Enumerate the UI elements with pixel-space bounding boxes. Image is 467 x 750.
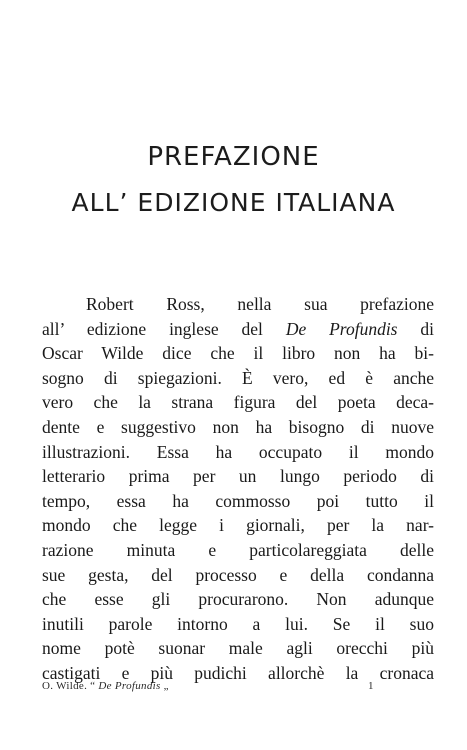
text-run: di (397, 318, 435, 339)
text-line: castigati e più pudichi allorchè la cronaca (42, 662, 434, 683)
text-line: dente e suggestivo non ha bisogno di nuove (42, 416, 434, 437)
preface-paragraph (42, 292, 434, 686)
text-line: razione minuta e particolareggiata delle (42, 539, 434, 560)
text-line: sogno di spiegazioni. È vero, ed è anche (42, 367, 434, 388)
text-line: che esse gli procurarono. Non adunque (42, 589, 434, 610)
text-line: illustrazioni. Essa ha occupato il mondo (42, 441, 434, 462)
text-line: sue gesta, del processo e della condanna (42, 564, 434, 585)
signature-line (42, 680, 169, 692)
text-line: Oscar Wilde dice che il libro non ha bi- (42, 343, 434, 364)
book-title-italic: De Profundis (285, 318, 398, 339)
signature-close: „ (160, 680, 169, 692)
text-run: all’ edizione inglese del (42, 318, 286, 339)
text-line: inutili parole intorno a lui. Se il suo (42, 613, 434, 634)
text-line (42, 317, 434, 342)
text-line: nome potè suonar male agli orecchi più (42, 638, 434, 659)
page-title-line-2: ALL’ EDIZIONE ITALIANA (71, 188, 396, 217)
text-line: vero che la strana figura del poeta deca- (42, 392, 434, 413)
text-line: Robert Ross, nella sua prefazione (86, 294, 434, 314)
text-line: tempo, essa ha commosso poi tutto il (42, 490, 434, 511)
sheet-mark: 1 (368, 680, 374, 692)
text-line: letterario prima per un lungo periodo di (42, 466, 434, 487)
signature-author: O. Wilde. “ (42, 680, 99, 692)
text-line: mondo che legge i giornali, per la nar- (42, 515, 434, 536)
signature-title: De Profundis (98, 680, 161, 692)
page-title-line-1: PREFAZIONE (147, 142, 320, 172)
